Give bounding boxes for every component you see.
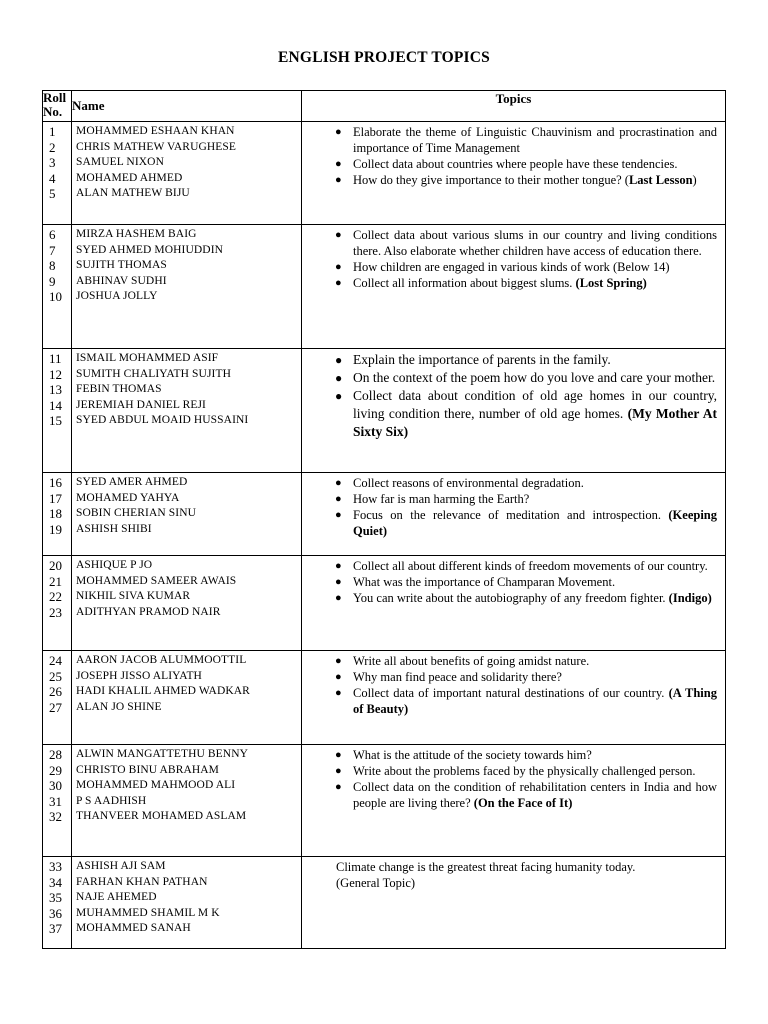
roll-cell: [43, 556, 72, 651]
roll-number: 24: [49, 653, 62, 668]
roll-cell: [43, 122, 72, 225]
topic-item: [302, 763, 717, 779]
student-name: MOHAMMED MAHMOOD ALI: [76, 779, 236, 791]
bullet-icon: ●: [335, 353, 343, 367]
topic-item: [302, 779, 717, 811]
student-name: MUHAMMED SHAMIL M K: [76, 906, 220, 919]
student-name: HADI KHALIL AHMED WADKAR: [76, 685, 250, 697]
roll-number: 8: [49, 258, 56, 273]
roll-number: 3: [49, 155, 56, 170]
topic-cell: [302, 857, 726, 949]
topic-item: [302, 653, 717, 669]
roll-number: 16: [49, 475, 62, 490]
student-name: AARON JACOB ALUMMOOTTIL: [76, 654, 247, 666]
topic-cell: [302, 225, 726, 349]
roll-number: 35: [49, 890, 62, 905]
roll-number: 12: [49, 366, 62, 382]
group-row: [43, 745, 726, 857]
student-name: SOBIN CHERIAN SINU: [76, 507, 197, 519]
topic-text: Focus on the relevance of meditation and introspection.: [353, 508, 669, 522]
student-name: MIRZA HASHEM BAIG: [76, 228, 197, 240]
roll-number: 27: [49, 699, 62, 715]
bullet-icon: ●: [335, 749, 342, 761]
roll-number: 7: [49, 242, 56, 258]
student-name: JEREMIAH DANIEL REJI: [76, 398, 206, 411]
name-cell: [72, 349, 302, 473]
student-name: JOSEPH JISSO ALIYATH: [76, 669, 202, 682]
topic-cell: [302, 473, 726, 556]
student-name: ASHIQUE P JO: [76, 559, 153, 571]
student-name: ASHISH SHIBI: [76, 522, 152, 535]
topic-cell: [302, 651, 726, 745]
roll-number: 5: [49, 186, 56, 201]
topic-item: [302, 475, 717, 491]
topic-item: [302, 747, 717, 763]
student-name: MOHAMMED SAMEER AWAIS: [76, 574, 237, 587]
topic-item: [302, 669, 717, 685]
roll-number: 34: [49, 874, 62, 890]
bullet-icon: ●: [335, 655, 342, 667]
student-name: ASHISH AJI SAM: [76, 860, 166, 872]
roll-number: 37: [49, 921, 62, 936]
chapter-title: (Lost Spring): [575, 276, 647, 290]
student-name: NIKHIL SIVA KUMAR: [76, 590, 191, 602]
topic-item: [302, 685, 717, 717]
student-name: ADITHYAN PRAMOD NAIR: [76, 605, 221, 618]
roll-number: 29: [49, 762, 62, 778]
group-row: [43, 349, 726, 473]
chapter-title: (Keeping Quiet): [353, 508, 717, 538]
bullet-icon: ●: [335, 592, 342, 604]
student-name: FARHAN KHAN PATHAN: [76, 875, 208, 888]
roll-number: 10: [49, 289, 62, 304]
chapter-title: (My Mother At Sixty Six): [353, 406, 717, 439]
group-row: [43, 122, 726, 225]
roll-header: Roll No.: [43, 91, 72, 122]
topic-text: Explain the importance of parents in the family.: [353, 352, 611, 367]
student-name: SAMUEL NIXON: [76, 156, 164, 168]
topic-item: [302, 351, 717, 369]
topic-text: Write all about benefits of going amidst nature.: [353, 654, 590, 668]
topic-item: [302, 172, 717, 188]
topic-item: [302, 558, 717, 574]
general-topic-line: Climate change is the greatest threat facing humanity today.: [336, 860, 636, 874]
student-name: ALAN JO SHINE: [76, 700, 162, 713]
roll-cell: [43, 857, 72, 949]
name-cell: [72, 473, 302, 556]
topic-cell: [302, 122, 726, 225]
student-name: P S AADHISH: [76, 794, 147, 807]
roll-number: 2: [49, 139, 56, 155]
bullet-icon: ●: [335, 389, 343, 403]
roll-number: 18: [49, 506, 62, 521]
topic-cell: [302, 349, 726, 473]
name-cell: [72, 745, 302, 857]
roll-number: 22: [49, 589, 62, 604]
roll-number: 20: [49, 558, 62, 573]
group-row: [43, 857, 726, 949]
roll-number: 4: [49, 170, 56, 186]
bullet-icon: ●: [335, 174, 342, 186]
student-name: SUJITH THOMAS: [76, 259, 167, 271]
roll-number: 6: [49, 227, 56, 242]
chapter-title: Last Lesson: [628, 173, 693, 187]
topic-item: [302, 387, 717, 441]
student-name: MOHAMED AHMED: [76, 171, 183, 184]
student-name: MOHAMMED SANAH: [76, 922, 191, 934]
student-name: ALWIN MANGATTETHU BENNY: [76, 748, 249, 760]
topic-item: [302, 491, 717, 507]
roll-cell: [43, 225, 72, 349]
roll-number: 17: [49, 490, 62, 506]
bullet-icon: ●: [335, 229, 342, 241]
bullet-icon: ●: [335, 158, 342, 170]
group-row: [43, 651, 726, 745]
bullet-icon: ●: [335, 371, 343, 385]
roll-number: 28: [49, 747, 62, 762]
bullet-icon: ●: [335, 509, 342, 521]
student-name: ALAN MATHEW BIJU: [76, 187, 190, 199]
roll-number: 31: [49, 793, 62, 809]
roll-number: 19: [49, 521, 62, 537]
topic-item: [302, 507, 717, 539]
roll-number: 23: [49, 604, 62, 620]
roll-number: 15: [49, 413, 62, 428]
page-title: ENGLISH PROJECT TOPICS: [278, 49, 490, 66]
bullet-icon: ●: [335, 671, 342, 683]
student-name: CHRISTO BINU ABRAHAM: [76, 763, 220, 776]
topic-item: [302, 275, 717, 291]
student-name: SYED AMER AHMED: [76, 476, 188, 488]
roll-cell: [43, 745, 72, 857]
student-name: SYED AHMED MOHIUDDIN: [76, 243, 224, 256]
name-cell: [72, 857, 302, 949]
student-name: MOHAMED YAHYA: [76, 491, 180, 504]
bullet-icon: ●: [335, 560, 342, 572]
roll-number: 25: [49, 668, 62, 684]
name-cell: [72, 225, 302, 349]
topic-item: [302, 574, 717, 590]
topic-text: Collect data about various slums in our country and living conditions there. Also elaborate whether children have access of education there.: [353, 228, 717, 258]
roll-number: 32: [49, 809, 62, 824]
bullet-icon: ●: [335, 126, 342, 138]
name-cell: [72, 556, 302, 651]
student-name: NAJE AHEMED: [76, 891, 157, 903]
student-name: MOHAMMED ESHAAN KHAN: [76, 125, 235, 137]
topic-text: Collect all information about biggest slums.: [353, 276, 576, 290]
bullet-icon: ●: [335, 576, 342, 588]
roll-number: 14: [49, 397, 62, 413]
topic-text: Collect data on the condition of rehabilitation centers in India and how people are living there?: [353, 780, 717, 810]
topics-table: [42, 90, 726, 949]
roll-number: 33: [49, 859, 62, 874]
name-header: Name: [72, 91, 302, 122]
topic-item: [302, 156, 717, 172]
topics-header: Topics: [302, 91, 726, 122]
topic-item: [302, 124, 717, 156]
roll-number: 36: [49, 905, 62, 921]
chapter-title: (Indigo): [668, 591, 712, 605]
group-row: [43, 225, 726, 349]
topic-text: Collect data of important natural destinations of our country.: [353, 686, 669, 700]
topic-item: [302, 369, 717, 387]
topic-text: How children are engaged in various kinds of work (Below 14): [353, 260, 670, 274]
topic-text: How far is man harming the Earth?: [353, 492, 530, 506]
name-cell: [72, 651, 302, 745]
roll-number: 26: [49, 684, 62, 699]
topic-text: Write about the problems faced by the physically challenged person.: [353, 764, 696, 778]
topic-text: Collect data about countries where people have these tendencies.: [353, 157, 678, 171]
student-name: SYED ABDUL MOAID HUSSAINI: [76, 414, 249, 426]
topic-text: You can write about the autobiography of any freedom fighter.: [353, 591, 669, 605]
roll-number: 1: [49, 124, 56, 139]
roll-number: 9: [49, 273, 56, 289]
bullet-icon: ●: [335, 765, 342, 777]
name-cell: [72, 122, 302, 225]
student-name: ISMAIL MOHAMMED ASIF: [76, 352, 219, 364]
topic-text: Why man find peace and solidarity there?: [353, 670, 562, 684]
roll-number: 21: [49, 573, 62, 589]
topic-text: How do they give importance to their mother tongue? (: [353, 173, 629, 187]
topic-text: Collect data about condition of old age homes in our country, living condition there, number of old age homes.: [353, 388, 717, 421]
bullet-icon: ●: [335, 261, 342, 273]
topic-text: Collect reasons of environmental degradation.: [353, 476, 584, 490]
bullet-icon: ●: [335, 781, 342, 793]
header-row: [43, 91, 726, 122]
topic-item: [302, 259, 717, 275]
roll-number: 13: [49, 382, 62, 397]
group-row: [43, 556, 726, 651]
topic-cell: [302, 745, 726, 857]
bullet-icon: ●: [335, 687, 342, 699]
chapter-title: (On the Face of It): [473, 796, 573, 810]
roll-number: 30: [49, 778, 62, 793]
student-name: CHRIS MATHEW VARUGHESE: [76, 140, 237, 153]
roll-cell: [43, 473, 72, 556]
student-name: FEBIN THOMAS: [76, 383, 162, 395]
chapter-title: (A Thing of Beauty): [353, 686, 717, 716]
topic-cell: [302, 556, 726, 651]
topic-text: What was the importance of Champaran Movement.: [353, 575, 616, 589]
roll-cell: [43, 349, 72, 473]
roll-number: 11: [49, 351, 62, 366]
student-name: SUMITH CHALIYATH SUJITH: [76, 367, 231, 380]
student-name: ABHINAV SUDHI: [76, 274, 167, 287]
roll-cell: [43, 651, 72, 745]
general-topic-line: (General Topic): [336, 876, 416, 890]
topic-text: On the context of the poem how do you love and care your mother.: [353, 370, 716, 385]
topic-item: [302, 590, 717, 606]
topic-item: [302, 227, 717, 259]
topic-text: What is the attitude of the society towards him?: [353, 748, 592, 762]
topic-text-closing: ): [692, 173, 697, 187]
topic-text: Elaborate the theme of Linguistic Chauvinism and procrastination and importance of Time Management: [353, 125, 717, 155]
bullet-icon: ●: [335, 493, 342, 505]
student-name: THANVEER MOHAMED ASLAM: [76, 810, 247, 822]
student-name: JOSHUA JOLLY: [76, 290, 158, 302]
bullet-icon: ●: [335, 477, 342, 489]
bullet-icon: ●: [335, 277, 342, 289]
group-row: [43, 473, 726, 556]
topic-text: Collect all about different kinds of freedom movements of our country.: [353, 559, 708, 573]
